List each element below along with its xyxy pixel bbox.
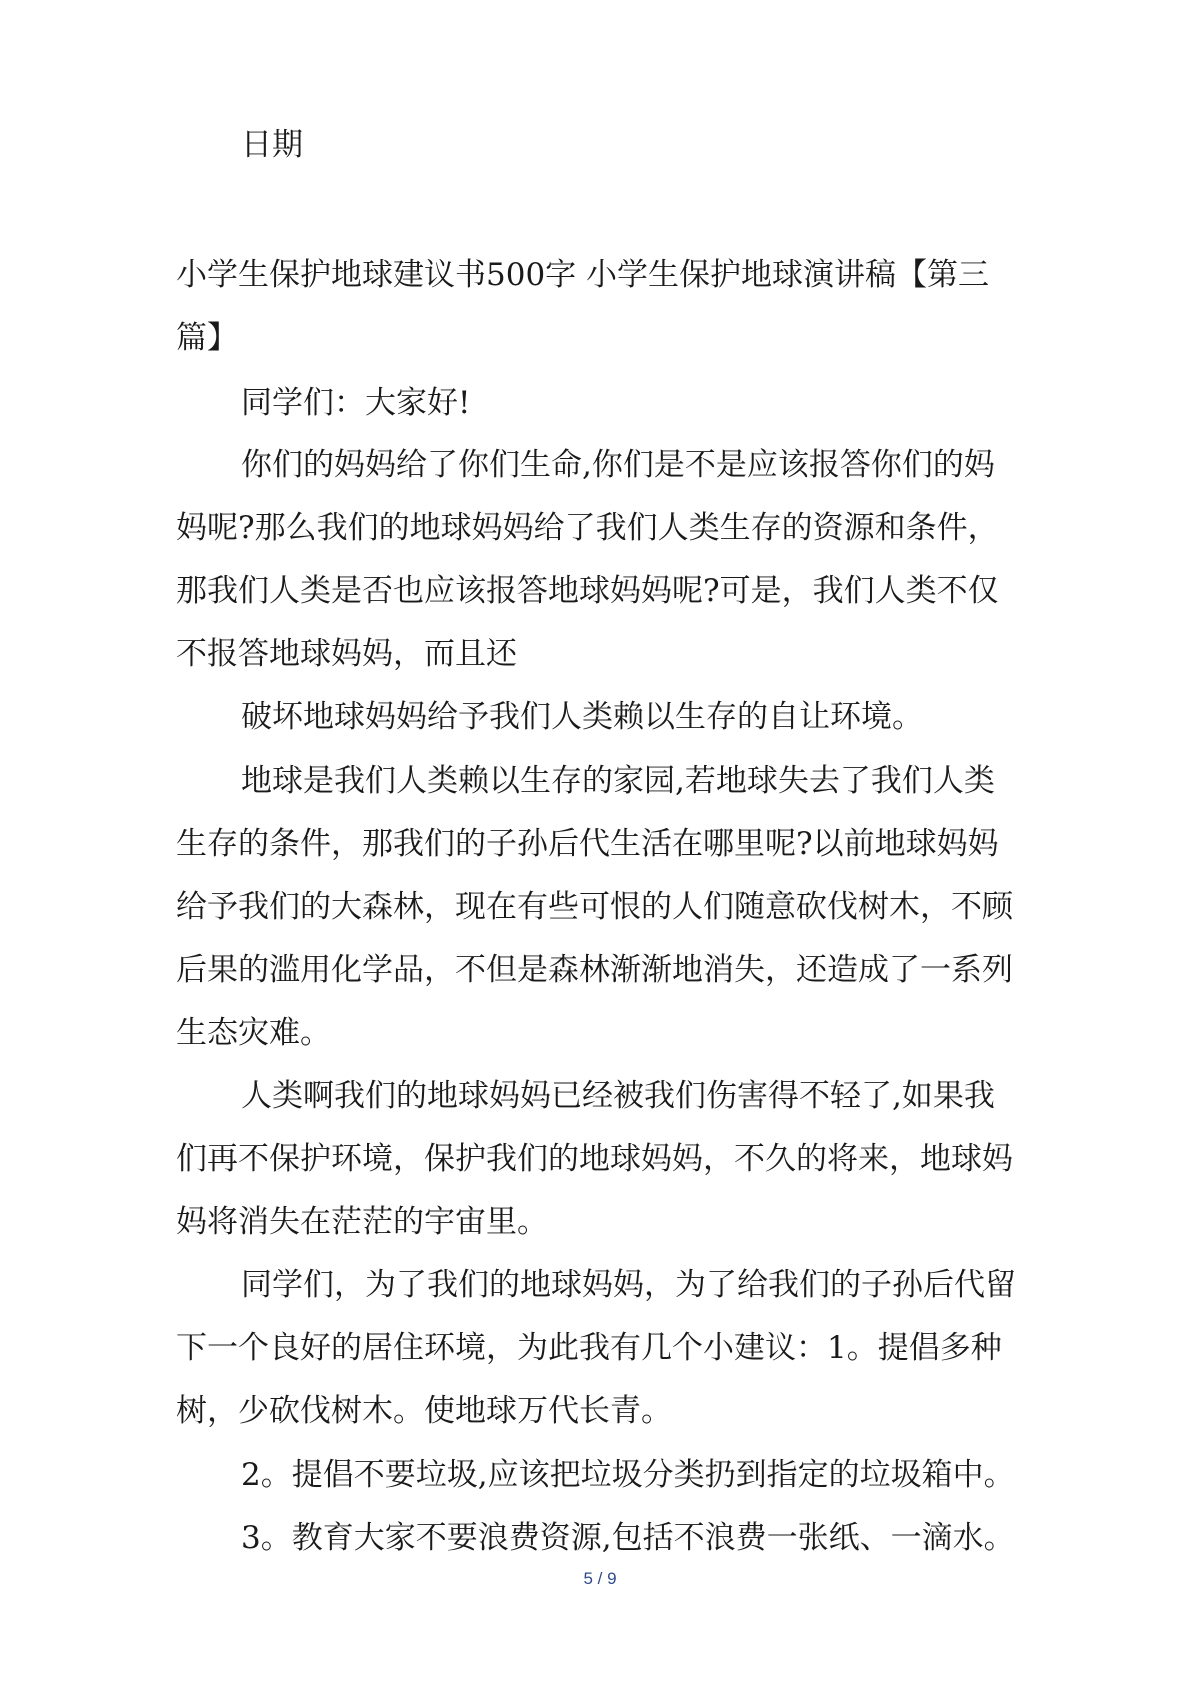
paragraph-1-line-3: 那我们人类是否也应该报答地球妈妈呢?可是，我们人类不仅 bbox=[176, 573, 999, 609]
paragraph-3-line-2: 生存的条件，那我们的子孙后代生活在哪里呢?以前地球妈妈 bbox=[176, 826, 999, 862]
paragraph-1-line-4: 不报答地球妈妈，而且还 bbox=[176, 636, 517, 672]
article-title-line-2: 篇】 bbox=[176, 320, 238, 356]
suggestion-2-line: 2。提倡不要垃圾,应该把垃圾分类扔到指定的垃圾箱中。 bbox=[241, 1457, 1015, 1493]
paragraph-4-line-2: 们再不保护环境，保护我们的地球妈妈，不久的将来，地球妈 bbox=[176, 1141, 1013, 1177]
page-number: 5 / 9 bbox=[583, 1569, 617, 1588]
date-label: 日期 bbox=[241, 127, 303, 163]
paragraph-5-line-1: 同学们，为了我们的地球妈妈，为了给我们的子孙后代留 bbox=[241, 1267, 1016, 1303]
paragraph-4-line-3: 妈将消失在茫茫的宇宙里。 bbox=[176, 1204, 548, 1240]
paragraph-5-line-2: 下一个良好的居住环境，为此我有几个小建议：1。提倡多种 bbox=[176, 1330, 1002, 1366]
paragraph-3-line-5: 生态灾难。 bbox=[176, 1015, 331, 1051]
paragraph-3-line-3: 给予我们的大森林，现在有些可恨的人们随意砍伐树木，不顾 bbox=[176, 889, 1013, 925]
greeting-line: 同学们：大家好! bbox=[241, 385, 471, 421]
paragraph-3-line-1: 地球是我们人类赖以生存的家园,若地球失去了我们人类 bbox=[241, 763, 995, 799]
suggestion-3-line: 3。教育大家不要浪费资源,包括不浪费一张纸、一滴水。 bbox=[241, 1520, 1015, 1556]
paragraph-2-line-1: 破坏地球妈妈给予我们人类赖以生存的自让环境。 bbox=[241, 699, 923, 735]
paragraph-3-line-4: 后果的滥用化学品，不但是森林渐渐地消失，还造成了一系列 bbox=[176, 952, 1013, 988]
paragraph-1-line-2: 妈呢?那么我们的地球妈妈给了我们人类生存的资源和条件， bbox=[176, 510, 999, 546]
article-title-line-1: 小学生保护地球建议书500字 小学生保护地球演讲稿【第三 bbox=[176, 257, 990, 293]
paragraph-1-line-1: 你们的妈妈给了你们生命,你们是不是应该报答你们的妈 bbox=[241, 447, 995, 483]
paragraph-5-line-3: 树，少砍伐树木。使地球万代长青。 bbox=[176, 1393, 672, 1429]
paragraph-4-line-1: 人类啊我们的地球妈妈已经被我们伤害得不轻了,如果我 bbox=[241, 1078, 995, 1114]
